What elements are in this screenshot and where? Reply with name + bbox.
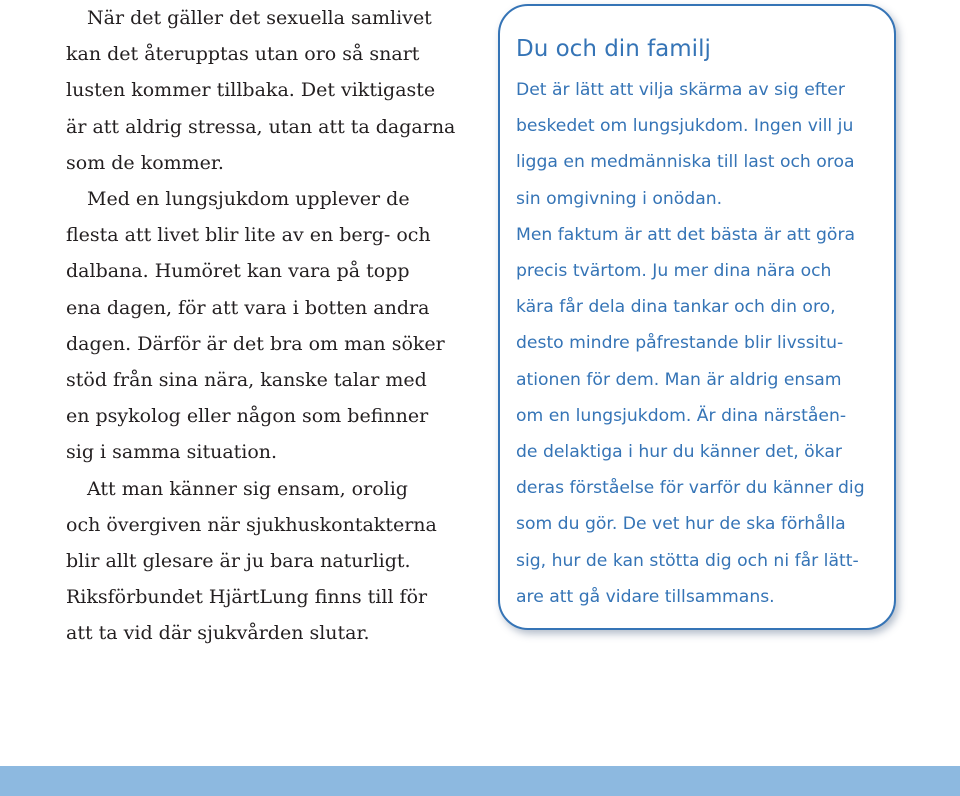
info-line: sin omgivning i onödan. (516, 188, 723, 209)
text-line: När det gäller det sexuella samlivet (87, 7, 432, 29)
info-line: om en lungsjukdom. Är dina närståen- (516, 405, 847, 426)
text-line: lusten kommer tillbaka. Det viktigaste (66, 79, 436, 102)
info-line: de delaktiga i hur du känner det, ökar (516, 442, 842, 463)
info-line: ligga en medmänniska till last och oroa (516, 152, 855, 173)
family-info-box (498, 4, 896, 630)
text-line: Med en lungsjukdom upplever de (87, 188, 410, 211)
footer-bar (0, 766, 960, 796)
text-line: dagen. Därför är det bra om man söker (66, 332, 445, 355)
text-line: en psykolog eller någon som befinner (66, 405, 429, 428)
info-line: precis tvärtom. Ju mer dina nära och (516, 261, 832, 282)
text-line: Riksförbundet HjärtLung finns till för (66, 586, 428, 609)
text-line: är att aldrig stressa, utan att ta dagarna (66, 115, 456, 138)
info-box-title: Du och din familj (516, 36, 711, 62)
info-box-body (516, 72, 865, 615)
info-line: Det är lätt att vilja skärma av sig efter (516, 80, 845, 100)
text-line: blir allt glesare är ju bara naturligt. (66, 550, 411, 573)
text-line: ena dagen, för att vara i botten andra (66, 296, 430, 319)
text-line: Att man känner sig ensam, orolig (87, 477, 408, 500)
main-text-column (66, 0, 466, 652)
info-line: ationen för dem. Man är aldrig ensam (516, 369, 842, 390)
text-line: och övergiven när sjukhuskontakterna (66, 513, 437, 536)
info-line: kära får dela dina tankar och din oro, (516, 297, 836, 318)
text-line: stöd från sina nära, kanske talar med (66, 369, 427, 392)
text-line: dalbana. Humöret kan vara på topp (66, 260, 410, 283)
info-line: Men faktum är att det bästa är att göra (516, 224, 856, 245)
text-line: som de kommer. (66, 151, 224, 174)
text-line: att ta vid där sjukvården slutar. (66, 622, 370, 645)
text-line: kan det återupptas utan oro så snart (66, 43, 420, 66)
info-line: beskedet om lungsjukdom. Ingen vill ju (516, 116, 854, 137)
info-line: desto mindre påfrestande blir livssitu- (516, 333, 844, 354)
text-line: sig i samma situation. (66, 441, 278, 464)
info-line: deras förståelse för varför du känner dig (516, 478, 865, 499)
info-line: sig, hur de kan stötta dig och ni får lätt- (516, 550, 859, 571)
info-line: som du gör. De vet hur de ska förhålla (516, 514, 846, 535)
info-line: are att gå vidare tillsammans. (516, 586, 775, 607)
text-line: flesta att livet blir lite av en berg- och (66, 224, 431, 247)
